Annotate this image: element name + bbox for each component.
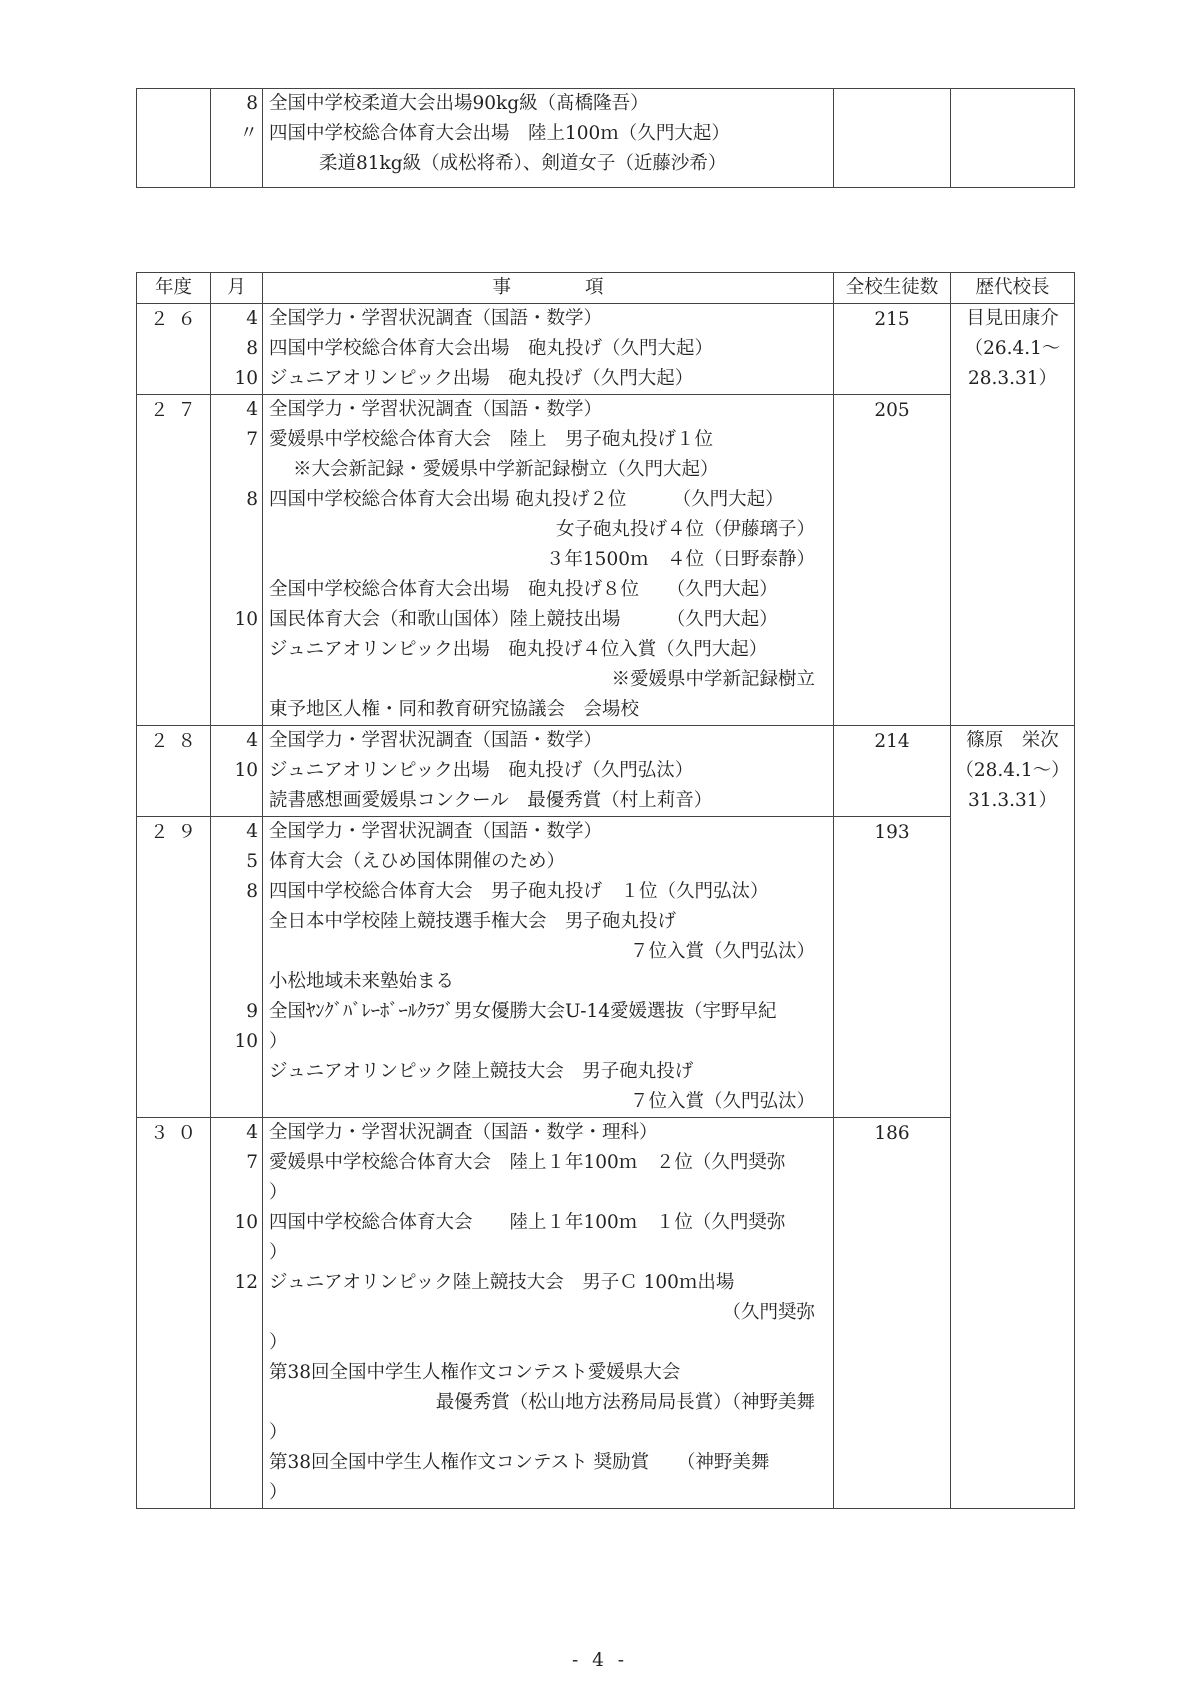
month-value [211,1478,262,1508]
month-value: 10 [234,1212,258,1233]
page-number: - 4 - [571,1650,629,1671]
event-line: 全国中学校柔道大会出場90kg級（髙橋隆吾） [269,93,649,114]
event-line: 愛媛県中学校総合体育大会 陸上１年100ｍ ２位（久門奨弥 [269,1152,786,1173]
year-cell [137,1118,211,1509]
principal-term-end: 31.3.31） [967,790,1058,811]
header-principal: 歴代校長 [951,273,1075,304]
principal-name: 目見田康介 [966,308,1059,329]
month-value [211,907,262,937]
principal-cell [951,726,1075,1509]
year-value: ３０ [149,1123,205,1144]
event-line: 全日本中学校陸上競技選手権大会 男子砲丸投げ [269,911,677,932]
month-value: 5 [246,851,258,872]
student-count: 186 [874,1123,910,1144]
table-row [137,1118,1075,1509]
month-value: 10 [234,1031,258,1052]
month-value [211,967,262,997]
year-value: ２７ [149,400,205,421]
event-line: 全国学力・学習状況調査（国語・数学） [269,821,603,842]
year-cell [137,89,211,188]
principal-cell [951,304,1075,726]
student-count: 205 [874,400,910,421]
header-event: 事 項 [263,273,834,304]
year-cell [137,395,211,726]
student-count: 214 [874,731,910,752]
event-line: 全国学力・学習状況調査（国語・数学） [269,308,603,329]
year-value: ２９ [149,822,205,843]
month-value: 4 [246,1122,258,1143]
event-cell [263,726,834,817]
event-line: 小松地域未来塾始まる [269,971,455,992]
month-value: 10 [234,760,258,781]
history-table [136,272,1075,1509]
event-line: 第38回全国中学生人権作文コンテスト愛媛県大会 [269,1362,681,1383]
event-line: ※大会新記録・愛媛県中学新記録樹立（久門大起） [293,459,719,480]
event-line: ） [269,1332,288,1353]
event-line: ） [269,1182,288,1203]
count-cell [834,89,951,188]
count-cell [834,726,951,817]
event-line: 四国中学校総合体育大会出場 砲丸投げ（久門大起） [269,338,714,359]
month-value: 4 [246,399,258,420]
month-value [211,545,262,575]
table-row [137,395,1075,726]
month-value: 8 [246,489,258,510]
month-value: 10 [234,609,258,630]
month-value [211,1178,262,1208]
header-month: 月 [211,273,263,304]
header-count: 全校生徒数 [834,273,951,304]
month-cell [211,817,263,1118]
event-cell [263,817,834,1118]
month-cell [211,726,263,817]
principal-name: 篠原 栄次 [966,730,1059,751]
count-cell [834,395,951,726]
principal-term-end: 28.3.31） [967,368,1058,389]
event-line: 第38回全国中学生人権作文コンテスト 奨励賞 （神野美舞 [269,1452,770,1473]
count-cell [834,1118,951,1509]
count-cell [834,304,951,395]
year-cell [137,304,211,395]
month-value [211,786,262,816]
year-value: ２８ [149,731,205,752]
event-line: 四国中学校総合体育大会 男子砲丸投げ １位（久門弘汰） [269,881,769,902]
month-value [211,1328,262,1358]
month-value: 4 [246,821,258,842]
event-line: 読書感想画愛媛県コンクール 最優秀賞（村上莉音） [269,790,713,811]
month-value [211,515,262,545]
month-value [211,1298,262,1328]
event-cell [263,89,834,188]
month-value: 7 [246,429,258,450]
event-line: ジュニアオリンピック出場 砲丸投げ（久門大起） [269,368,694,389]
month-value [211,937,262,967]
month-value [211,1418,262,1448]
event-line: 最優秀賞（松山地方法務局局長賞）（神野美舞 [435,1392,815,1413]
event-line: 全国中学校総合体育大会出場 砲丸投げ８位 （久門大起） [269,579,778,600]
month-value [211,635,262,665]
event-line: 四国中学校総合体育大会出場 陸上100ｍ（久門大起） [269,123,730,144]
event-line: ７位入賞（久門弘汰） [629,941,815,962]
year-value: ２６ [149,309,205,330]
month-cell [211,395,263,726]
event-line: ７位入賞（久門弘汰） [629,1091,815,1112]
header-row [137,273,1075,304]
year-cell [137,726,211,817]
month-value [211,695,262,725]
month-value: 〃 [239,123,258,144]
event-cell [263,304,834,395]
table-row [137,817,1075,1118]
event-line: 体育大会（えひめ国体開催のため） [269,851,566,872]
principal-cell [951,89,1075,188]
table-row [137,726,1075,817]
table-row [137,89,1075,188]
event-line: 東予地区人権・同和教育研究協議会 会場校 [269,699,640,720]
month-value: 8 [246,881,258,902]
month-value: 4 [246,308,258,329]
month-value [211,1238,262,1268]
month-value: 9 [246,1001,258,1022]
month-cell [211,89,263,188]
month-value: 8 [246,93,258,114]
month-value [211,1057,262,1087]
month-value [211,665,262,695]
event-line: 愛媛県中学校総合体育大会 陸上 男子砲丸投げ１位 [269,429,714,450]
event-line: ジュニアオリンピック陸上競技大会 男子Ｃ 100ｍ出場 [269,1272,735,1293]
principal-term-start: （28.4.1～） [955,760,1070,781]
event-line: ） [269,1031,288,1052]
event-line: ） [269,1422,288,1443]
event-line: ※愛媛県中学新記録樹立 [611,669,815,690]
event-line: ３年1500ｍ ４位（日野泰静） [545,549,815,570]
event-line: 全国ﾔﾝｸﾞﾊﾞﾚｰﾎﾞｰﾙｸﾗﾌﾞ男女優勝大会U-14愛媛選抜（宇野早紀 [269,1001,777,1022]
event-line: 女子砲丸投げ４位（伊藤璃子） [555,519,815,540]
month-value: 10 [234,368,258,389]
month-value [211,149,262,179]
student-count: 215 [874,309,910,330]
student-count: 193 [874,822,910,843]
event-cell [263,1118,834,1509]
event-line: ジュニアオリンピック出場 砲丸投げ４位入賞（久門大起） [269,639,768,660]
event-line: 全国学力・学習状況調査（国語・数学） [269,730,603,751]
event-line: 国民体育大会（和歌山国体）陸上競技出場 （久門大起） [269,609,778,630]
principal-term-start: （26.4.1～ [964,338,1061,359]
month-value [211,1448,262,1478]
top-continuation-table [136,88,1075,188]
event-line: （久門奨弥 [722,1302,815,1323]
event-line: ） [269,1242,288,1263]
month-value: 7 [246,1152,258,1173]
header-year: 年度 [137,273,211,304]
month-value [211,455,262,485]
month-value: 12 [234,1272,258,1293]
table-row [137,304,1075,395]
event-line: 四国中学校総合体育大会出場 砲丸投げ２位 （久門大起） [269,489,784,510]
event-line: 柔道81kg級（成松将希）、剣道女子（近藤沙希） [319,153,727,174]
year-cell [137,817,211,1118]
event-line: ） [269,1482,288,1503]
event-cell [263,395,834,726]
count-cell [834,817,951,1118]
event-line: 全国学力・学習状況調査（国語・数学・理科） [269,1122,658,1143]
event-line: ジュニアオリンピック出場 砲丸投げ（久門弘汰） [269,760,694,781]
event-line: 全国学力・学習状況調査（国語・数学） [269,399,603,420]
month-value [211,575,262,605]
month-cell [211,304,263,395]
month-value [211,1358,262,1388]
month-value [211,1087,262,1117]
month-value: 8 [246,338,258,359]
month-value: 4 [246,730,258,751]
event-line: ジュニアオリンピック陸上競技大会 男子砲丸投げ [269,1061,694,1082]
month-value [211,1388,262,1418]
event-line: 四国中学校総合体育大会 陸上１年100ｍ １位（久門奨弥 [269,1212,786,1233]
month-cell [211,1118,263,1509]
